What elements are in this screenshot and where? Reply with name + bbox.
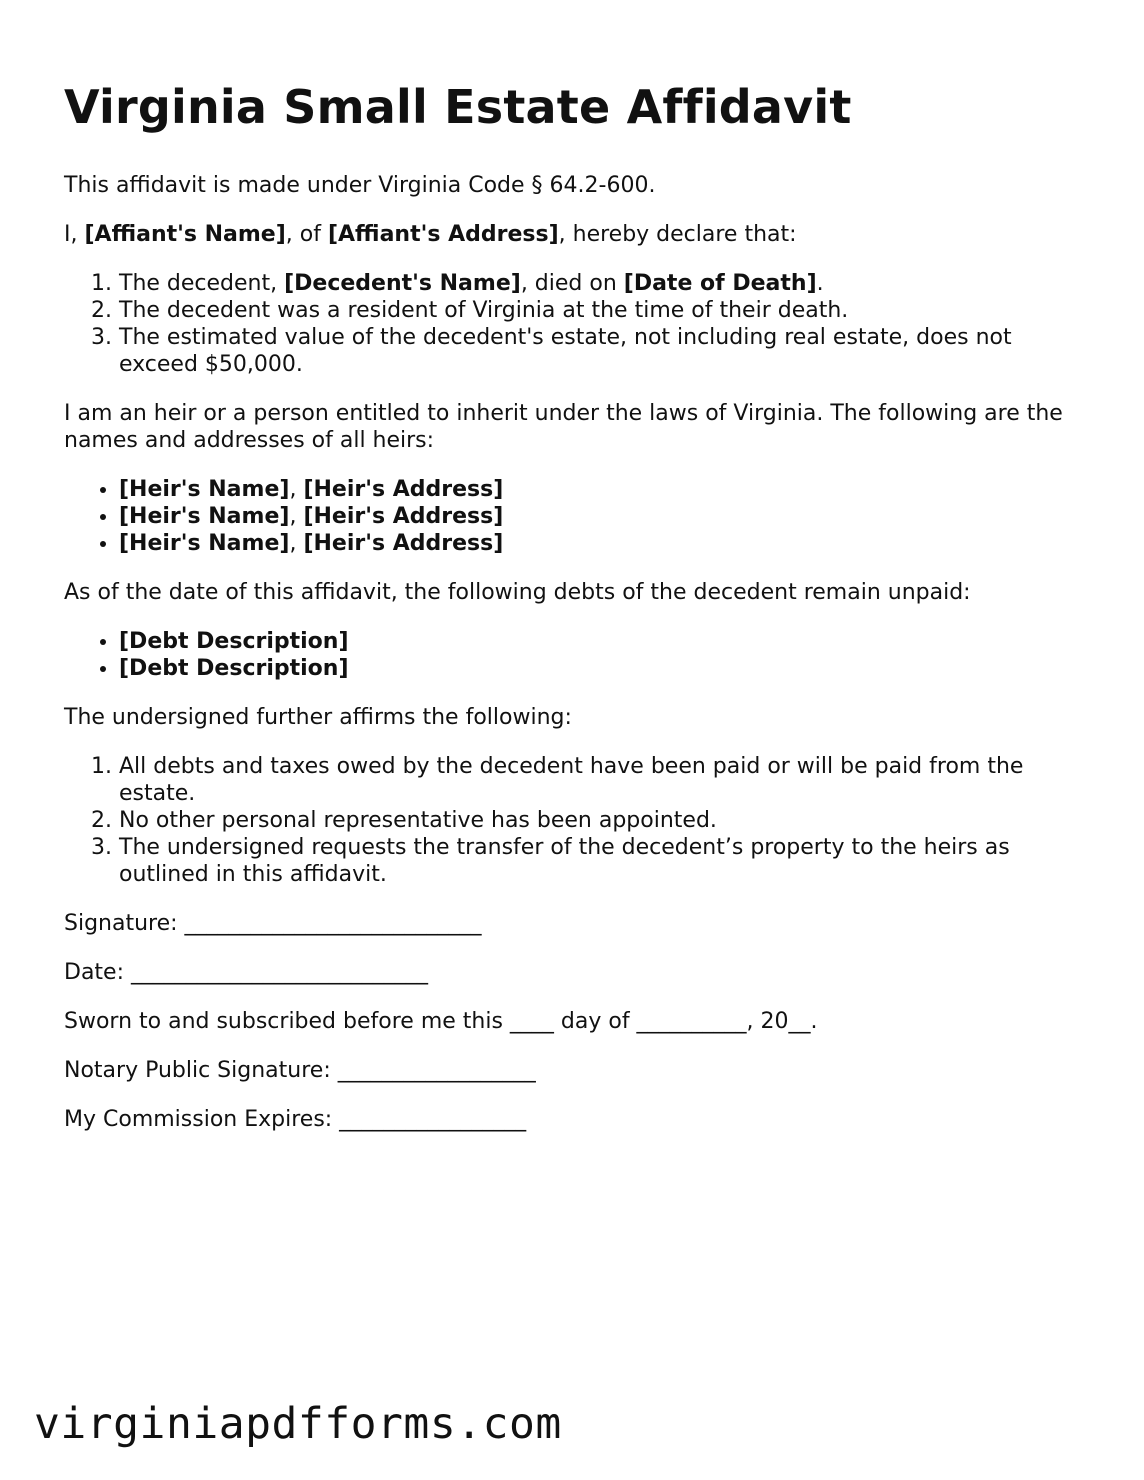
heir-item bbox=[119, 476, 1094, 503]
debt-description-placeholder: [Debt Description] bbox=[119, 629, 349, 654]
heir-separator: , bbox=[289, 504, 304, 529]
document-title: Virginia Small Estate Affidavit bbox=[64, 80, 852, 134]
debts-list bbox=[64, 628, 1094, 682]
affidavit-document bbox=[64, 78, 1094, 1155]
decedent-name-placeholder: [Decedent's Name] bbox=[284, 271, 521, 296]
notary-signature-field[interactable]: Notary Public Signature: __________________ bbox=[64, 1058, 536, 1083]
statement-text: , died on bbox=[520, 271, 624, 296]
heir-name-placeholder: [Heir's Name] bbox=[119, 504, 290, 529]
heirs-intro-paragraph: I am an heir or a person entitled to inherit under the laws of Virginia. The following are the names and addresses of all heirs: bbox=[64, 401, 1063, 453]
declaration-mid: , of bbox=[285, 222, 328, 247]
affirmation-item: 3. The undersigned requests the transfer of the decedent’s property to the heirs as outlined in this affidavit. bbox=[119, 834, 1094, 888]
debt-item bbox=[119, 655, 1094, 682]
affiant-name-placeholder: [Affiant's Name] bbox=[84, 222, 286, 247]
heir-address-placeholder: [Heir's Address] bbox=[303, 477, 504, 502]
signature-field[interactable]: Signature: ___________________________ bbox=[64, 911, 482, 936]
heir-address-placeholder: [Heir's Address] bbox=[303, 504, 504, 529]
statements-list bbox=[64, 270, 1094, 378]
statement-item bbox=[119, 270, 1094, 297]
heir-separator: , bbox=[289, 531, 304, 556]
heirs-list bbox=[64, 476, 1094, 557]
affirmation-item: 2. No other personal representative has been appointed. bbox=[119, 807, 1094, 834]
statement-item: 2. The decedent was a resident of Virginia at the time of their death. bbox=[119, 297, 1094, 324]
heir-item bbox=[119, 530, 1094, 557]
intro-paragraph: This affidavit is made under Virginia Code § 64.2-600. bbox=[64, 173, 656, 198]
affirmation-item: 1. All debts and taxes owed by the decedent have been paid or will be paid from the estate. bbox=[119, 753, 1094, 807]
heir-separator: , bbox=[289, 477, 304, 502]
debt-item bbox=[119, 628, 1094, 655]
date-of-death-placeholder: [Date of Death] bbox=[623, 271, 817, 296]
heir-name-placeholder: [Heir's Name] bbox=[119, 531, 290, 556]
statement-text: The decedent, bbox=[119, 271, 285, 296]
affirm-intro-paragraph: The undersigned further affirms the following: bbox=[64, 705, 572, 730]
statement-text: . bbox=[816, 271, 824, 296]
heir-name-placeholder: [Heir's Name] bbox=[119, 477, 290, 502]
site-watermark: virginiapdfforms.com bbox=[34, 1399, 562, 1449]
declaration-paragraph bbox=[64, 221, 1094, 248]
affirmations-list bbox=[64, 753, 1094, 888]
commission-expires-field[interactable]: My Commission Expires: _________________ bbox=[64, 1107, 527, 1132]
heir-item bbox=[119, 503, 1094, 530]
debt-description-placeholder: [Debt Description] bbox=[119, 656, 349, 681]
sworn-statement-field[interactable]: Sworn to and subscribed before me this ____ day of __________, 20__. bbox=[64, 1009, 818, 1034]
affiant-address-placeholder: [Affiant's Address] bbox=[327, 222, 559, 247]
heir-address-placeholder: [Heir's Address] bbox=[303, 531, 504, 556]
declaration-suffix: , hereby declare that: bbox=[558, 222, 797, 247]
declaration-prefix: I, bbox=[64, 222, 85, 247]
debts-intro-paragraph: As of the date of this affidavit, the following debts of the decedent remain unpaid: bbox=[64, 580, 971, 605]
statement-item: 3. The estimated value of the decedent's estate, not including real estate, does not exceed $50,000. bbox=[119, 324, 1094, 378]
date-field[interactable]: Date: ___________________________ bbox=[64, 960, 428, 985]
